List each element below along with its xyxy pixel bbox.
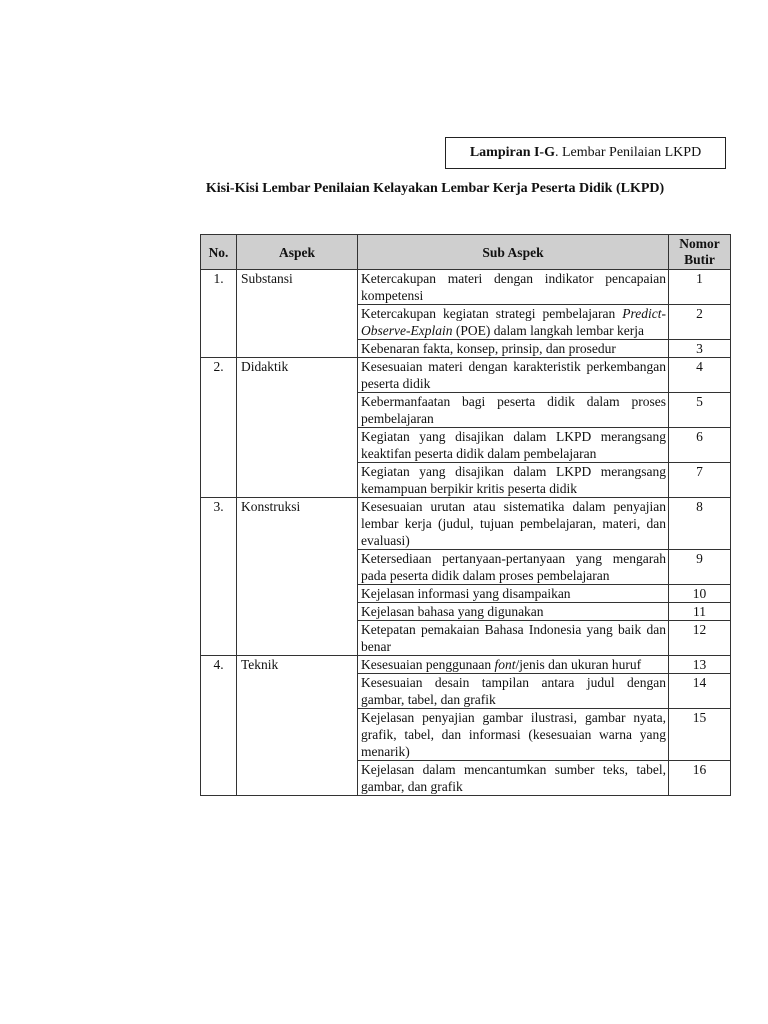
table-row <box>201 585 731 603</box>
header-no: No. <box>201 235 237 270</box>
cell-nomor-butir: 1 <box>669 270 731 305</box>
cell-aspek <box>237 340 358 358</box>
sub-aspek-text: (POE) dalam langkah lembar kerja <box>452 323 645 338</box>
table-row <box>201 463 731 498</box>
cell-sub-aspek <box>358 656 669 674</box>
cell-nomor-butir: 14 <box>669 674 731 709</box>
cell-nomor-butir: 4 <box>669 358 731 393</box>
table-row <box>201 709 731 761</box>
cell-no: 4. <box>201 656 237 674</box>
cell-no <box>201 621 237 656</box>
cell-aspek: Teknik <box>237 656 358 674</box>
cell-sub-aspek <box>358 305 669 340</box>
cell-aspek <box>237 428 358 463</box>
cell-aspek <box>237 621 358 656</box>
table-row <box>201 656 731 674</box>
table-body <box>201 270 731 796</box>
cell-nomor-butir: 16 <box>669 761 731 796</box>
header-nomor-butir: Nomor Butir <box>669 235 731 270</box>
sub-aspek-text: Kesesuaian penggunaan <box>361 657 495 672</box>
cell-aspek <box>237 761 358 796</box>
table-row <box>201 603 731 621</box>
sub-aspek-text: Ketercakupan kegiatan strategi pembelajaran <box>361 306 623 321</box>
assessment-grid-table <box>200 234 731 796</box>
cell-sub-aspek: Kebermanfaatan bagi peserta didik dalam proses pembelajaran <box>358 393 669 428</box>
table-row <box>201 621 731 656</box>
cell-no <box>201 674 237 709</box>
cell-no <box>201 550 237 585</box>
cell-no <box>201 761 237 796</box>
cell-no <box>201 428 237 463</box>
cell-no <box>201 603 237 621</box>
document-title: Kisi-Kisi Lembar Penilaian Kelayakan Lembar Kerja Peserta Didik (LKPD) <box>205 181 665 196</box>
cell-aspek <box>237 585 358 603</box>
table-row <box>201 340 731 358</box>
cell-aspek: Substansi <box>237 270 358 305</box>
table-row <box>201 674 731 709</box>
cell-sub-aspek: Ketercakupan materi dengan indikator pencapaian kompetensi <box>358 270 669 305</box>
table-header-row <box>201 235 731 270</box>
cell-nomor-butir: 11 <box>669 603 731 621</box>
cell-sub-aspek: Kejelasan dalam mencantumkan sumber teks, tabel, gambar, dan grafik <box>358 761 669 796</box>
cell-sub-aspek: Kejelasan bahasa yang digunakan <box>358 603 669 621</box>
cell-aspek <box>237 463 358 498</box>
cell-nomor-butir: 12 <box>669 621 731 656</box>
sub-aspek-italic-text: Predict-Observe-Explain <box>361 306 666 338</box>
cell-aspek <box>237 603 358 621</box>
cell-sub-aspek: Kesesuaian materi dengan karakteristik perkembangan peserta didik <box>358 358 669 393</box>
table-row <box>201 428 731 463</box>
cell-sub-aspek: Kesesuaian urutan atau sistematika dalam penyajian lembar kerja (judul, tujuan pembelajaran, materi, dan evaluasi) <box>358 498 669 550</box>
appendix-label-bold: Lampiran I-G <box>469 145 555 160</box>
cell-no: 1. <box>201 270 237 305</box>
table-row <box>201 305 731 340</box>
table-row <box>201 550 731 585</box>
cell-sub-aspek: Ketepatan pemakaian Bahasa Indonesia yang baik dan benar <box>358 621 669 656</box>
cell-aspek <box>237 674 358 709</box>
cell-aspek <box>237 709 358 761</box>
cell-sub-aspek: Kesesuaian desain tampilan antara judul dengan gambar, tabel, dan grafik <box>358 674 669 709</box>
cell-no: 2. <box>201 358 237 393</box>
sub-aspek-text: /jenis dan ukuran huruf <box>515 657 642 672</box>
header-aspek: Aspek <box>237 235 358 270</box>
cell-nomor-butir: 10 <box>669 585 731 603</box>
appendix-label-box <box>445 137 726 169</box>
cell-nomor-butir: 6 <box>669 428 731 463</box>
cell-no <box>201 305 237 340</box>
cell-sub-aspek: Kebenaran fakta, konsep, prinsip, dan prosedur <box>358 340 669 358</box>
cell-no <box>201 393 237 428</box>
cell-no <box>201 709 237 761</box>
cell-no <box>201 585 237 603</box>
cell-no <box>201 340 237 358</box>
table-row <box>201 498 731 550</box>
cell-no <box>201 463 237 498</box>
table-row <box>201 358 731 393</box>
table-row <box>201 761 731 796</box>
cell-nomor-butir: 15 <box>669 709 731 761</box>
header-sub-aspek: Sub Aspek <box>358 235 669 270</box>
cell-no: 3. <box>201 498 237 550</box>
cell-aspek <box>237 305 358 340</box>
cell-sub-aspek: Ketersediaan pertanyaan-pertanyaan yang mengarah pada peserta didik dalam proses pembelajaran <box>358 550 669 585</box>
cell-nomor-butir: 13 <box>669 656 731 674</box>
cell-nomor-butir: 3 <box>669 340 731 358</box>
cell-nomor-butir: 9 <box>669 550 731 585</box>
cell-aspek <box>237 393 358 428</box>
cell-sub-aspek: Kegiatan yang disajikan dalam LKPD merangsang keaktifan peserta didik dalam pembelajaran <box>358 428 669 463</box>
cell-nomor-butir: 2 <box>669 305 731 340</box>
cell-aspek: Didaktik <box>237 358 358 393</box>
cell-sub-aspek: Kejelasan informasi yang disampaikan <box>358 585 669 603</box>
cell-nomor-butir: 5 <box>669 393 731 428</box>
cell-nomor-butir: 8 <box>669 498 731 550</box>
cell-aspek <box>237 550 358 585</box>
cell-sub-aspek: Kegiatan yang disajikan dalam LKPD merangsang kemampuan berpikir kritis peserta didik <box>358 463 669 498</box>
table-row <box>201 393 731 428</box>
cell-aspek: Konstruksi <box>237 498 358 550</box>
table-row <box>201 270 731 305</box>
cell-sub-aspek: Kejelasan penyajian gambar ilustrasi, gambar nyata, grafik, tabel, dan informasi (kesesuaian warna yang menarik) <box>358 709 669 761</box>
cell-nomor-butir: 7 <box>669 463 731 498</box>
appendix-label-text: . Lembar Penilaian LKPD <box>555 145 702 160</box>
sub-aspek-italic-text: font <box>494 657 516 672</box>
